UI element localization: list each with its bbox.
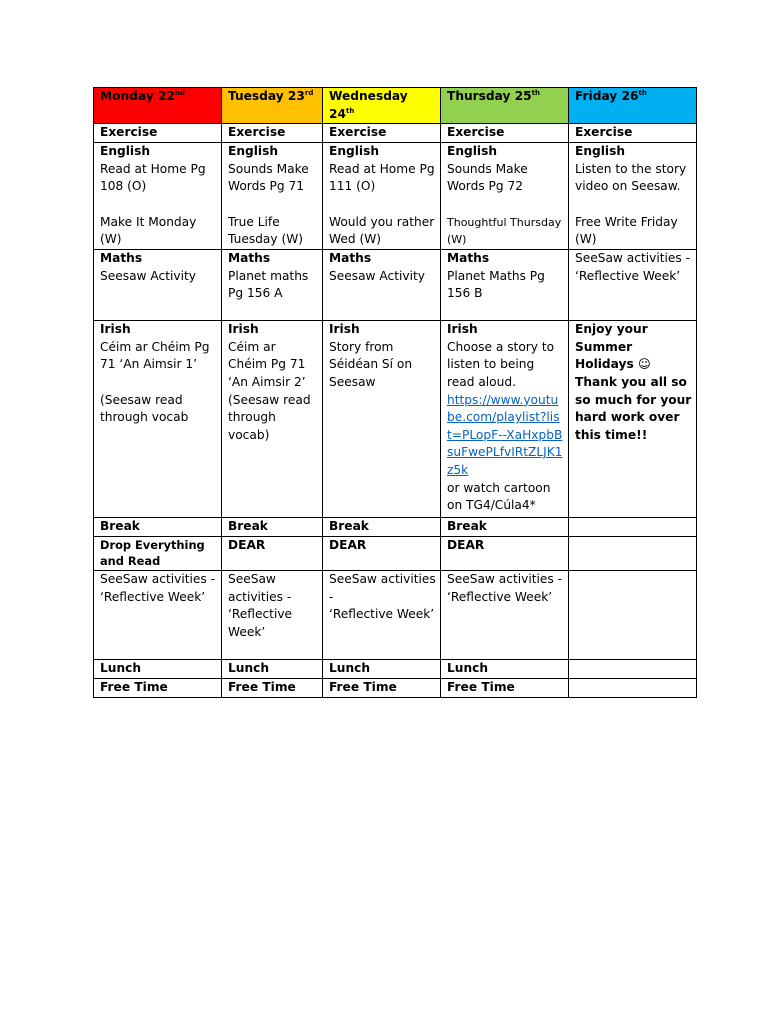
exercise-row — [94, 124, 697, 143]
break-cell: Break — [94, 518, 222, 537]
dear-row — [94, 537, 697, 571]
lunch-cell: Lunch — [222, 660, 323, 679]
header-tuesday: Tuesday 23rd — [222, 88, 323, 124]
break-cell: Break — [222, 518, 323, 537]
free-time-cell: Free Time — [94, 679, 222, 698]
english-cell-friday: English Listen to the story video on Seesaw. Free Write Friday (W) — [569, 143, 697, 250]
english-row — [94, 143, 697, 250]
free-time-cell: Free Time — [222, 679, 323, 698]
maths-cell-thursday: Maths Planet Maths Pg 156 B — [441, 250, 569, 321]
seesaw-row — [94, 571, 697, 660]
free-time-row — [94, 679, 697, 698]
irish-cell-tuesday: Irish Céim ar Chéim Pg 71 ‘An Aimsir 2’ (Seesaw read through vocab) — [222, 321, 323, 518]
exercise-cell: Exercise — [323, 124, 441, 143]
irish-cell-wednesday: Irish Story from Séidéan Sí on Seesaw — [323, 321, 441, 518]
day-header-row — [94, 88, 697, 124]
dear-cell: DEAR — [441, 537, 569, 571]
exercise-cell: Exercise — [441, 124, 569, 143]
maths-row — [94, 250, 697, 321]
exercise-cell: Exercise — [222, 124, 323, 143]
seesaw-cell-wednesday: SeeSaw activities - ‘Reflective Week’ — [323, 571, 441, 660]
maths-cell-wednesday: Maths Seesaw Activity — [323, 250, 441, 321]
weekly-schedule-table — [93, 87, 697, 698]
lunch-cell: Lunch — [323, 660, 441, 679]
break-cell: Break — [323, 518, 441, 537]
lunch-row — [94, 660, 697, 679]
english-cell-wednesday: English Read at Home Pg 111 (O) Would you rather Wed (W) — [323, 143, 441, 250]
header-monday: Monday 22nd — [94, 88, 222, 124]
english-cell-thursday: English Sounds Make Words Pg 72 Thoughtful Thursday (W) — [441, 143, 569, 250]
maths-cell-tuesday: Maths Planet maths Pg 156 A — [222, 250, 323, 321]
header-wednesday: Wednesday 24th — [323, 88, 441, 124]
english-cell-tuesday: English Sounds Make Words Pg 71 True Life Tuesday (W) — [222, 143, 323, 250]
dear-cell: DEAR — [222, 537, 323, 571]
header-thursday: Thursday 25th — [441, 88, 569, 124]
dear-cell: Drop Everything and Read — [94, 537, 222, 571]
lunch-cell: Lunch — [441, 660, 569, 679]
irish-cell-thursday: Irish Choose a story to listen to being read aloud. https://www.youtube.com/playlist?list=PLopF--XaHxpbBsuFwePLfvIRtZLJK1z5k or watch cartoon on TG4/Cúla4* — [441, 321, 569, 518]
empty-cell — [569, 537, 697, 571]
exercise-cell: Exercise — [94, 124, 222, 143]
empty-cell — [569, 660, 697, 679]
maths-cell-friday: SeeSaw activities - ‘Reflective Week’ — [569, 250, 697, 321]
lunch-cell: Lunch — [94, 660, 222, 679]
youtube-playlist-link[interactable]: https://www.youtube.com/playlist?list=PLopF--XaHxpbBsuFwePLfvIRtZLJK1z5k — [447, 392, 563, 477]
empty-cell — [569, 518, 697, 537]
maths-cell-monday: Maths Seesaw Activity — [94, 250, 222, 321]
seesaw-cell-monday: SeeSaw activities - ‘Reflective Week’ — [94, 571, 222, 660]
irish-cell-friday: Enjoy your Summer Holidays ☺ Thank you all so so much for your hard work over this time!! — [569, 321, 697, 518]
empty-cell — [569, 679, 697, 698]
irish-cell-monday: Irish Céim ar Chéim Pg 71 ‘An Aimsir 1’ (Seesaw read through vocab — [94, 321, 222, 518]
free-time-cell: Free Time — [323, 679, 441, 698]
empty-cell — [569, 571, 697, 660]
irish-row — [94, 321, 697, 518]
english-cell-monday: English Read at Home Pg 108 (O) Make It Monday (W) — [94, 143, 222, 250]
exercise-cell: Exercise — [569, 124, 697, 143]
seesaw-cell-tuesday: SeeSaw activities - ‘Reflective Week’ — [222, 571, 323, 660]
dear-cell: DEAR — [323, 537, 441, 571]
seesaw-cell-thursday: SeeSaw activities - ‘Reflective Week’ — [441, 571, 569, 660]
break-cell: Break — [441, 518, 569, 537]
free-time-cell: Free Time — [441, 679, 569, 698]
break-row — [94, 518, 697, 537]
header-friday: Friday 26th — [569, 88, 697, 124]
